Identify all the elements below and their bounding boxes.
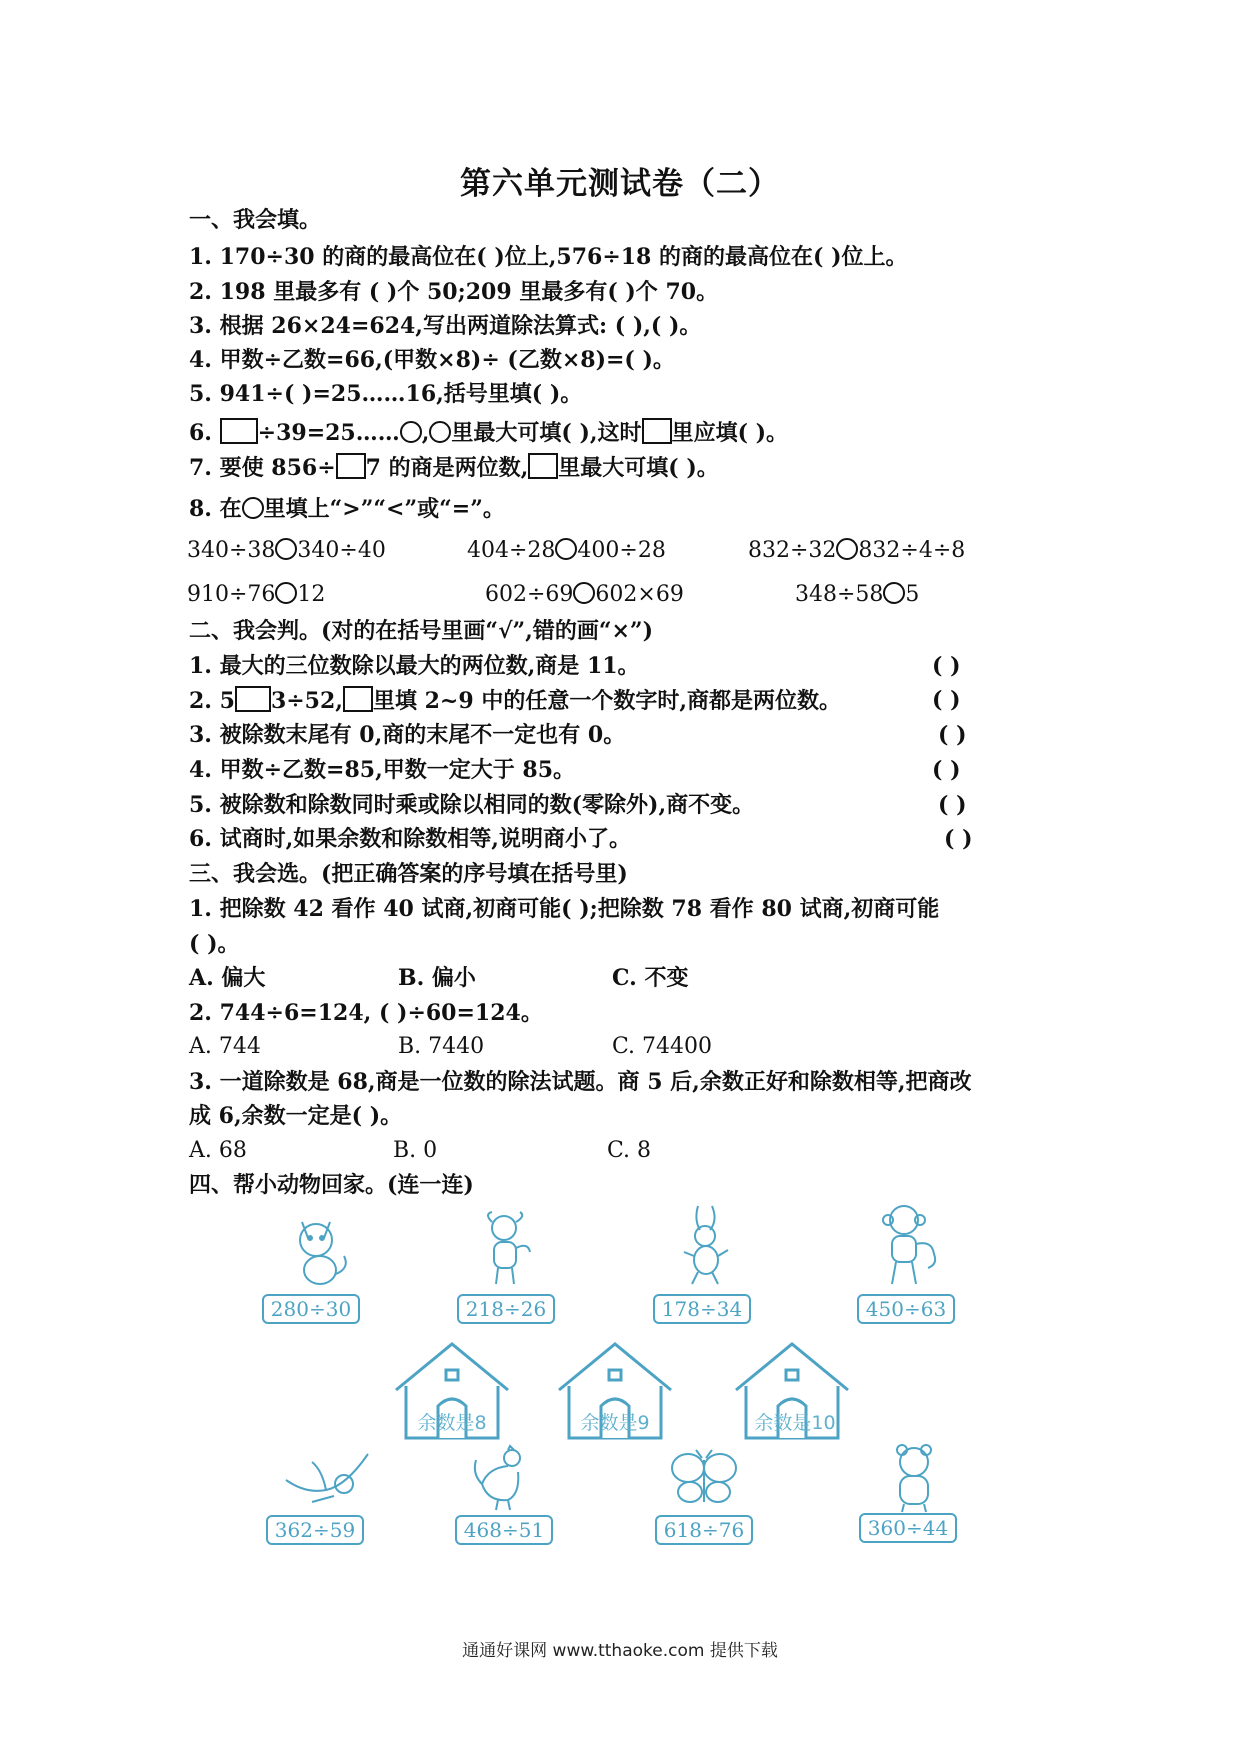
compare-right: 832÷4÷8 [858, 538, 966, 563]
house-label: 余数是9 [580, 1412, 650, 1434]
q1-8-part: 8. 在 [189, 496, 242, 522]
section4-heading: 四、帮小动物回家。(连一连) [189, 1172, 474, 1198]
q1-1: 1. 170÷30 的商的最高位在( )位上,576÷18 的商的最高位在( )位上。 [189, 244, 908, 270]
q1-7-part: 7 的商是两位数, [365, 455, 529, 481]
choice-q3: 3. 一道除数是 68,商是一位数的除法试题。商 5 后,余数正好和除数相等,把商改 [189, 1069, 972, 1095]
q1-8 [189, 495, 505, 523]
blank-square [220, 418, 258, 444]
blank-circle [555, 538, 577, 560]
option: A. 偏大 [189, 965, 266, 991]
judge-part: 2. 5 [189, 688, 235, 714]
compare-left: 910÷76 [187, 582, 276, 607]
section1-heading: 一、我会填。 [189, 207, 322, 233]
blank-circle [429, 421, 451, 443]
compare-item [795, 581, 919, 609]
monkey-icon [868, 1200, 948, 1290]
compare-left: 404÷28 [467, 538, 556, 563]
judge-item: 4. 甲数÷乙数=85,甲数一定大于 85。 [189, 757, 576, 783]
q1-6-part: 里应填( )。 [671, 420, 789, 446]
dog-icon [474, 1208, 544, 1288]
judge-item: 1. 最大的三位数除以最大的两位数,商是 11。 [189, 653, 640, 679]
rooster-icon [468, 1444, 538, 1514]
compare-left: 832÷32 [748, 538, 837, 563]
blank-circle [275, 538, 297, 560]
choice-q1: 1. 把除数 42 看作 40 试商,初商可能( );把除数 78 看作 80 试商,初商可能 [189, 896, 940, 922]
judge-paren: ( ) [932, 653, 961, 679]
compare-item [748, 537, 965, 565]
bottom-animal-label: 362÷59 [266, 1515, 364, 1545]
rabbit-icon [672, 1202, 742, 1288]
q1-7-part: 7. 要使 856÷ [189, 455, 336, 481]
compare-right: 602×69 [595, 582, 684, 607]
compare-item [485, 581, 684, 609]
judge-item [189, 686, 841, 715]
judge-paren: ( ) [932, 687, 961, 713]
blank-circle [400, 421, 422, 443]
blank-circle [275, 582, 297, 604]
q1-6 [189, 418, 788, 447]
q1-8-part: 里填上“>”“<”或“=”。 [263, 496, 505, 522]
compare-left: 348÷58 [795, 582, 884, 607]
option: A. 68 [189, 1138, 247, 1163]
judge-item: 3. 被除数末尾有 0,商的末尾不一定也有 0。 [189, 722, 626, 748]
option: B. 偏小 [398, 965, 476, 991]
compare-right: 12 [297, 582, 326, 607]
top-animal-label: 280÷30 [262, 1294, 360, 1324]
compare-item [467, 537, 666, 565]
cat-icon [280, 1208, 360, 1288]
choice-q3: 成 6,余数一定是( )。 [189, 1103, 403, 1129]
option: B. 0 [393, 1138, 438, 1163]
judge-item: 5. 被除数和除数同时乘或除以相同的数(零除外),商不变。 [189, 792, 755, 818]
option: B. 7440 [398, 1034, 485, 1059]
house-label: 余数是10 [754, 1412, 836, 1434]
choice-q1: ( )。 [189, 931, 240, 957]
q1-6-part: , [421, 420, 430, 446]
q1-6-part: ÷39=25…… [257, 420, 400, 446]
blank-square [343, 686, 373, 712]
q1-3: 3. 根据 26×24=624,写出两道除法算式: ( ),( )。 [189, 313, 702, 339]
section2-heading: 二、我会判。(对的在括号里画“√”,错的画“×”) [189, 618, 653, 644]
blank-circle [836, 538, 858, 560]
compare-item [187, 537, 386, 565]
bottom-animal-label: 618÷76 [655, 1515, 753, 1545]
top-animal-label: 218÷26 [457, 1294, 555, 1324]
option: C. 8 [607, 1138, 652, 1163]
blank-circle [883, 582, 905, 604]
judge-part: 里填 2~9 中的任意一个数字时,商都是两位数。 [372, 688, 841, 714]
blank-square [528, 453, 558, 479]
q1-4: 4. 甲数÷乙数=66,(甲数×8)÷ (乙数×8)=( )。 [189, 347, 675, 373]
blank-circle [242, 497, 264, 519]
q1-6-part: 6. [189, 420, 220, 446]
compare-item [187, 581, 325, 609]
bear-icon [880, 1442, 950, 1514]
compare-left: 602÷69 [485, 582, 574, 607]
judge-paren: ( ) [938, 722, 967, 748]
bottom-animal-label: 360÷44 [859, 1513, 957, 1543]
option: A. 744 [189, 1034, 261, 1059]
page-title: 第六单元测试卷（二） [460, 166, 780, 202]
choice-q2: 2. 744÷6=124, ( )÷60=124。 [189, 1000, 543, 1026]
footer-credit: 通通好课网 www.tthaoke.com 提供下载 [462, 1641, 778, 1661]
compare-right: 400÷28 [577, 538, 666, 563]
bird-icon [282, 1450, 372, 1512]
q1-5: 5. 941÷( )=25……16,括号里填( )。 [189, 381, 583, 407]
q1-7-part: 里最大可填( )。 [558, 455, 719, 481]
top-animal-label: 178÷34 [653, 1294, 751, 1324]
option: C. 74400 [612, 1034, 713, 1059]
compare-left: 340÷38 [187, 538, 276, 563]
house-label: 余数是8 [417, 1412, 487, 1434]
q1-6-part: 里最大可填( ),这时 [451, 420, 642, 446]
blank-square [235, 686, 271, 712]
judge-paren: ( ) [944, 826, 973, 852]
blank-square [642, 418, 672, 444]
section3-heading: 三、我会选。(把正确答案的序号填在括号里) [189, 861, 628, 887]
compare-right: 5 [905, 582, 920, 607]
q1-7 [189, 453, 719, 482]
q1-2: 2. 198 里最多有 ( )个 50;209 里最多有( )个 70。 [189, 279, 719, 305]
judge-item: 6. 试商时,如果余数和除数相等,说明商小了。 [189, 826, 631, 852]
judge-paren: ( ) [932, 757, 961, 783]
blank-square [336, 453, 366, 479]
judge-part: 3÷52, [270, 688, 343, 714]
butterfly-icon [666, 1448, 742, 1510]
judge-paren: ( ) [938, 792, 967, 818]
top-animal-label: 450÷63 [857, 1294, 955, 1324]
blank-circle [573, 582, 595, 604]
bottom-animal-label: 468÷51 [455, 1515, 553, 1545]
compare-right: 340÷40 [297, 538, 386, 563]
option: C. 不变 [612, 965, 689, 991]
